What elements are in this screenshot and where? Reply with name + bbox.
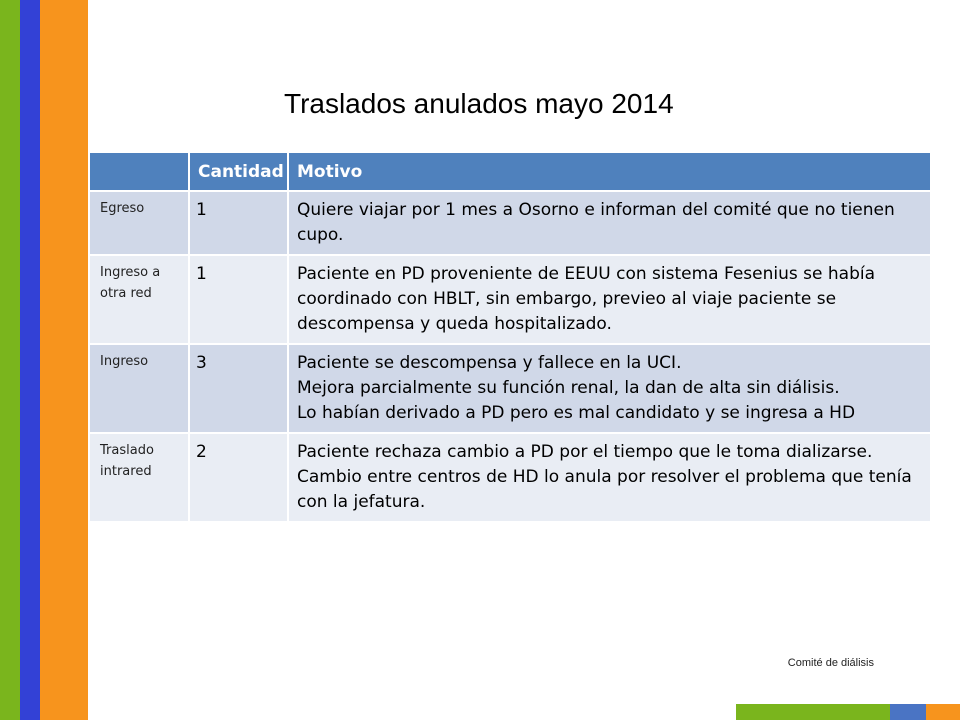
reason-line: Paciente en PD proveniente de EEUU con sistema Fesenius se había coordinado con HBLT, sin embargo, previeo al viaje paciente se descompensa y queda hospitalizado. bbox=[297, 264, 875, 334]
table-row bbox=[90, 191, 930, 255]
decor-bar-orange bbox=[926, 704, 960, 720]
row-count: 1 bbox=[189, 191, 288, 255]
row-label: Ingreso a otra red bbox=[90, 255, 189, 344]
header-motivo: Motivo bbox=[288, 153, 930, 191]
decor-bar-blue bbox=[890, 704, 926, 720]
decor-stripe-orange bbox=[40, 0, 88, 720]
table-row bbox=[90, 344, 930, 433]
reason-line: Paciente se descompensa y fallece en la UCI. bbox=[297, 353, 682, 373]
reason-line: Lo habían derivado a PD pero es mal candidato y se ingresa a HD bbox=[297, 403, 856, 423]
cancelled-transfers-table bbox=[90, 153, 930, 521]
table-header-row bbox=[90, 153, 930, 191]
row-reason bbox=[288, 433, 930, 521]
reason-line: Mejora parcialmente su función renal, la dan de alta sin diálisis. bbox=[297, 378, 840, 398]
row-reason bbox=[288, 191, 930, 255]
slide-title: Traslados anulados mayo 2014 bbox=[284, 88, 674, 119]
reason-line: Paciente rechaza cambio a PD por el tiempo que le toma dializarse. bbox=[297, 442, 873, 462]
decor-stripe-blue bbox=[20, 0, 40, 720]
table-row bbox=[90, 255, 930, 344]
row-reason bbox=[288, 255, 930, 344]
row-reason bbox=[288, 344, 930, 433]
row-count: 2 bbox=[189, 433, 288, 521]
row-count: 3 bbox=[189, 344, 288, 433]
reason-line: Cambio entre centros de HD lo anula por resolver el problema que tenía con la jefatura. bbox=[297, 467, 912, 512]
header-empty bbox=[90, 153, 189, 191]
footer-note: Comité de diálisis bbox=[787, 657, 874, 669]
table-row bbox=[90, 433, 930, 521]
row-count: 1 bbox=[189, 255, 288, 344]
row-label: Traslado intrared bbox=[90, 433, 189, 521]
row-label: Egreso bbox=[90, 191, 189, 255]
header-cantidad: Cantidad bbox=[189, 153, 288, 191]
decor-bar-green bbox=[736, 704, 890, 720]
row-label: Ingreso bbox=[90, 344, 189, 433]
decor-stripe-green bbox=[0, 0, 20, 720]
reason-line: Quiere viajar por 1 mes a Osorno e informan del comité que no tienen cupo. bbox=[297, 200, 895, 245]
